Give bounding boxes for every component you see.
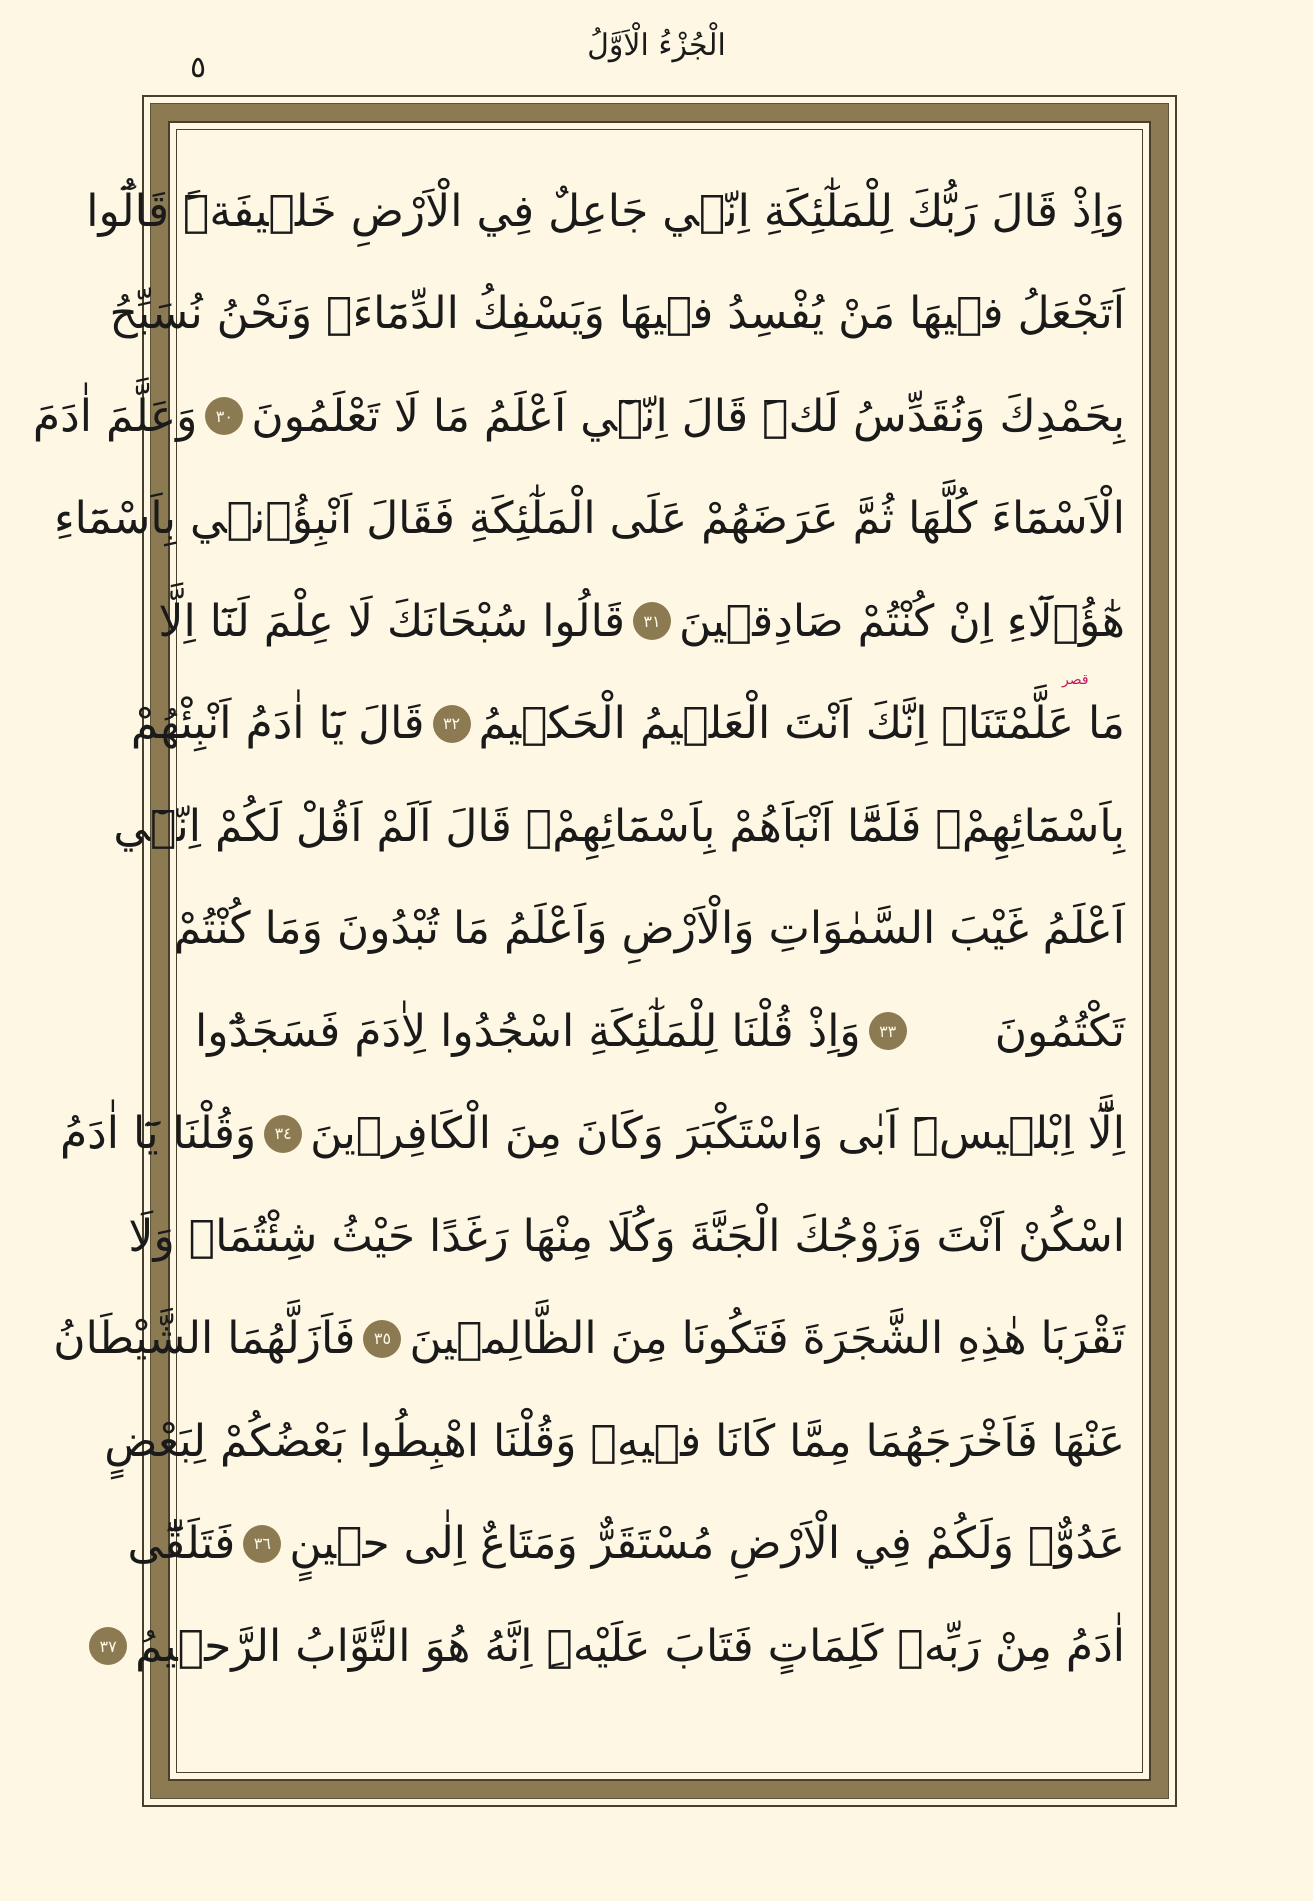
verse-line [53,1288,1125,1391]
verse-line [86,160,1125,263]
verse-line-continuation: وَقُلْنَا يَٓا اٰدَمُ [59,1108,257,1160]
verse-line-text: تَكْتُمُونَ [994,1005,1125,1057]
page-number: ٥ [190,50,207,85]
verse-line [158,570,1125,673]
verse-line-text: هٰٓؤُ۬لَٓاءِ اِنْ كُنْتُمْ صَادِق۪ينَ [679,595,1125,647]
verse-line-text: تَقْرَبَا هٰذِهِ الشَّجَرَةَ فَتَكُونَا مِنَ الظَّالِم۪ينَ [409,1313,1125,1365]
verse-line [173,878,1125,981]
verse-line-text: عَدُوٌّۚ وَلَكُمْ فِي الْاَرْضِ مُسْتَقَرٌّ وَمَتَاعٌ اِلٰى ح۪ينٍ [289,1518,1125,1570]
verse-line-continuation: وَعَلَّمَ اٰدَمَ [32,390,198,442]
juz-title: الْجُزْءُ الْاَوَّلُ [587,28,726,63]
verse-line-text: وَاِذْ قَالَ رَبُّكَ لِلْمَلٰٓئِكَةِ اِنّ۪ي جَاعِلٌ فِي الْاَرْضِ خَل۪يفَةًۜ قَالُٓوا [86,185,1125,237]
verse-line [99,1595,1125,1698]
ayah-number-marker: ٣٥ [363,1320,401,1358]
verse-line-continuation: قَالُوا سُبْحَانَكَ لَا عِلْمَ لَنَٓا اِلَّا [158,595,626,647]
verse-line-text: مَا عَلَّمْتَنَاۜ اِنَّكَ اَنْتَ الْعَل۪يمُ الْحَك۪يمُ [478,698,1125,750]
verse-line-text: بِحَمْدِكَ وَنُقَدِّسُ لَكَۜ قَالَ اِنّ۪ٓي اَعْلَمُ مَا لَا تَعْلَمُونَ [251,390,1125,442]
verse-line [130,673,1125,776]
verse-line-text: بِاَسْمَٓائِهِمْۚ فَلَمَّٓا اَنْبَاَهُمْ بِاَسْمَٓائِهِمْۙ قَالَ اَلَمْ اَقُلْ لَكُمْ اِنّ۪ٓي [113,800,1125,852]
verse-line-text: اسْكُنْ اَنْتَ وَزَوْجُكَ الْجَنَّةَ وَكُلَا مِنْهَا رَغَدًا حَيْثُ شِئْتُمَاۖ وَلَا [128,1210,1125,1262]
verse-line-continuation: وَاِذْ قُلْنَا لِلْمَلٰٓئِكَةِ اسْجُدُوا لِاٰدَمَ فَسَجَدُٓوا [195,1005,861,1057]
verse-line [59,1083,1125,1186]
page-header [0,28,1313,88]
verse-line [127,1493,1125,1596]
verse-line [109,263,1125,366]
verse-line-text: عَنْهَا فَاَخْرَجَهُمَا مِمَّا كَانَا ف۪يهِۖ وَقُلْنَا اهْبِطُوا بَعْضُكُمْ لِبَعْضٍ [104,1415,1125,1467]
quran-text-block [32,160,1125,1698]
verse-line-text: اِلَّٓا اِبْل۪يسَۜ اَبٰى وَاسْتَكْبَرَ وَكَانَ مِنَ الْكَافِر۪ينَ [310,1108,1125,1160]
ayah-number-marker: ٣١ [633,602,671,640]
ayah-number-marker: ٣٦ [243,1525,281,1563]
ayah-number-marker: ٣٧ [89,1627,127,1665]
verse-line-text: اَتَجْعَلُ ف۪يهَا مَنْ يُفْسِدُ ف۪يهَا وَيَسْفِكُ الدِّمَٓاءَۚ وَنَحْنُ نُسَبِّحُ [109,288,1125,340]
verse-line-continuation: فَاَزَلَّهُمَا الشَّيْطَانُ [53,1313,356,1365]
verse-line-continuation: قَالَ يَٓا اٰدَمُ اَنْبِئْهُمْ [130,698,425,750]
verse-line [113,775,1125,878]
verse-line-continuation: فَتَلَقّٰٓى [127,1518,236,1570]
verse-line [104,1390,1125,1493]
ayah-number-marker: ٣٠ [205,397,243,435]
qasr-note: قصر [1062,672,1089,688]
ayah-number-marker: ٣٢ [433,705,471,743]
verse-line-text: الْاَسْمَٓاءَ كُلَّهَا ثُمَّ عَرَضَهُمْ عَلَى الْمَلٰٓئِكَةِ فَقَالَ اَنْبِؤُ۫ن۪ي بِاَسْمَٓاءِ [53,493,1125,545]
verse-line-text: اَعْلَمُ غَيْبَ السَّمٰوَاتِ وَالْاَرْضِ وَاَعْلَمُ مَا تُبْدُونَ وَمَا كُنْتُمْ [173,903,1125,955]
verse-line [53,468,1125,571]
verse-line [128,1185,1125,1288]
verse-line-text: اٰدَمُ مِنْ رَبِّه۪ كَلِمَاتٍ فَتَابَ عَلَيْهِۜ اِنَّهُ هُوَ التَّوَّابُ الرَّح۪يمُ [135,1620,1125,1672]
verse-line [195,980,1125,1083]
ayah-number-marker: ٣٤ [264,1115,302,1153]
ayah-number-marker: ٣٣ [869,1012,907,1050]
verse-line [32,365,1125,468]
